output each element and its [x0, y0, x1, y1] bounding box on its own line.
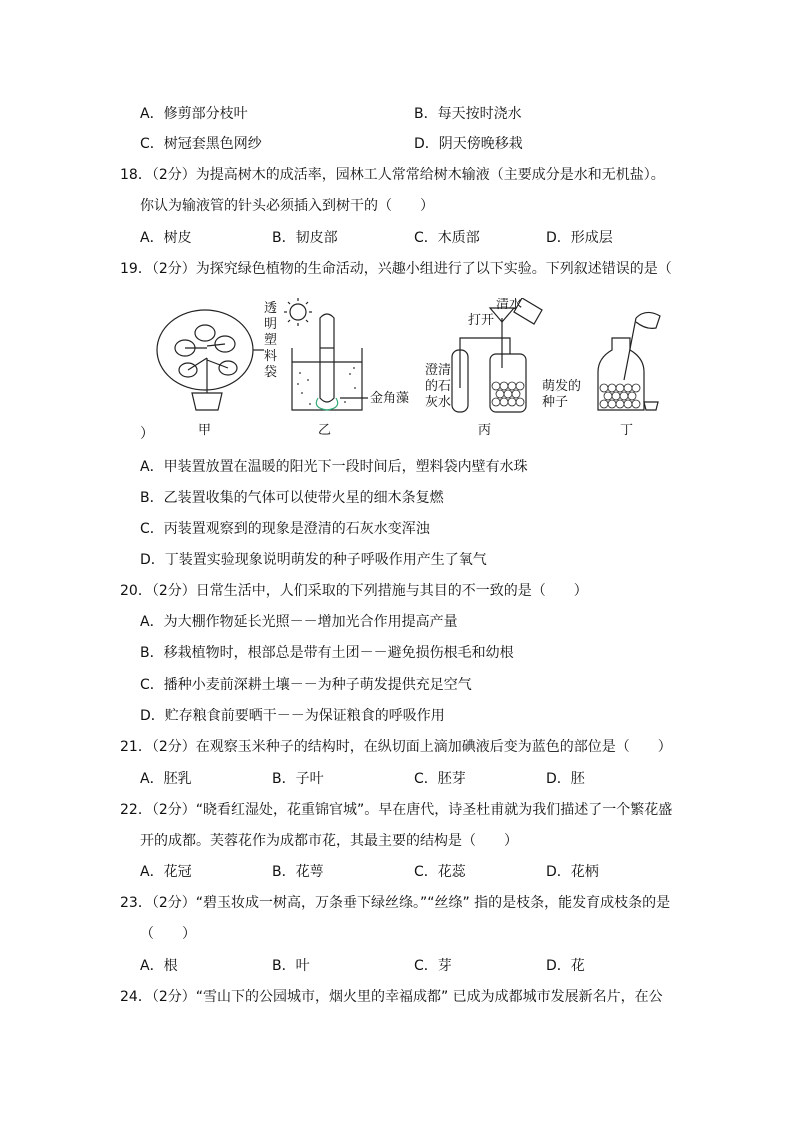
q18-stem-line2: 你认为输液管的针头必须插入到树干的（ ）	[140, 198, 434, 214]
q21-option-b: B．子叶	[272, 771, 324, 787]
q22-option-c: C．花蕊	[414, 864, 466, 880]
seeds-label-1: 萌发的	[542, 379, 582, 394]
q22-option-a: A．花冠	[140, 864, 192, 880]
q20-option-a: A．为大棚作物延长光照－－增加光合作用提高产量	[140, 614, 458, 630]
q21-option-c: C．胚芽	[414, 771, 466, 787]
q23-option-b: B．叶	[272, 958, 310, 974]
q23-stem-line2: （ ）	[140, 926, 196, 942]
q17-option-a: A．修剪部分枝叶	[140, 106, 248, 122]
seeds-label-2: 种子	[542, 395, 569, 410]
q18-option-b: B．韧皮部	[272, 230, 338, 246]
q17-option-c: C．树冠套黑色网纱	[140, 136, 262, 152]
q19-option-a: A．甲装置放置在温暖的阳光下一段时间后，塑料袋内壁有水珠	[140, 459, 528, 475]
q23-option-a: A．根	[140, 958, 178, 974]
q19-experiment-figure	[150, 298, 670, 438]
q19-option-d: D．丁装置实验现象说明萌发的种子呼吸作用产生了氧气	[140, 552, 487, 568]
q21-option-d: D．胚	[546, 771, 585, 787]
q23-option-d: D．花	[546, 958, 585, 974]
q17-option-d: D．阴天傍晚移栽	[414, 136, 523, 152]
bag-char-5: 袋	[264, 365, 278, 380]
q20-option-b: B．移栽植物时，根部总是带有土团－－避免损伤根毛和幼根	[140, 645, 514, 661]
q19-option-c: C．丙装置观察到的现象是澄清的石灰水变浑浊	[140, 521, 430, 537]
bag-char-2: 明	[264, 317, 278, 332]
q19-stem-line1: 19．（2分）为探究绿色植物的生命活动，兴趣小组进行了以下实验。下列叙述错误的是（	[120, 261, 672, 277]
limewater-label-2: 的石	[425, 379, 452, 394]
q18-option-d: D．形成层	[546, 230, 613, 246]
sun-icon	[284, 298, 312, 326]
bag-char-1: 透	[264, 301, 278, 316]
water-dots	[297, 367, 356, 405]
q20-option-d: D．贮存粮食前要晒干－－为保证粮食的呼吸作用	[140, 708, 445, 724]
q22-option-b: B．花萼	[272, 864, 324, 880]
q18-option-c: C．木质部	[414, 230, 480, 246]
q19-stem-line2: ）	[140, 426, 154, 442]
caption-bing: 丙	[478, 423, 492, 438]
q20-option-c: C．播种小麦前深耕土壤－－为种子萌发提供充足空气	[140, 677, 472, 693]
limewater-label-3: 灰水	[425, 395, 452, 410]
caption-jia: 甲	[198, 423, 212, 438]
setup-jia	[157, 310, 264, 410]
q24-stem-line1: 24．（2分）“雪山下的公园城市，烟火里的幸福成都” 已成为成都城市发展新名片，在公	[120, 989, 663, 1005]
q22-stem-line2: 开的成都。芙蓉花作为成都市花，其最主要的结构是（ ）	[140, 833, 518, 849]
setup-yi	[292, 314, 368, 410]
caption-ding: 丁	[620, 423, 634, 438]
q23-option-c: C．芽	[414, 958, 452, 974]
q22-stem-line1: 22．（2分）“晓看红湿处，花重锦官城”。早在唐代，诗圣杜甫就为我们描述了一个繁花盛	[120, 802, 673, 818]
q21-stem: 21．（2分）在观察玉米种子的结构时，在纵切面上滴加碘液后变为蓝色的部位是（ ）	[120, 739, 672, 755]
q20-stem: 20．（2分）日常生活中，人们采取的下列措施与其目的不一致的是（ ）	[120, 583, 588, 599]
seed-cluster-ding	[600, 384, 640, 408]
q19-option-b: B．乙装置收集的气体可以使带火星的细木条复燃	[140, 490, 444, 506]
seed-cluster-bing	[492, 382, 524, 406]
bag-char-4: 料	[264, 349, 278, 364]
caption-yi: 乙	[318, 423, 332, 438]
q18-option-a: A．树皮	[140, 230, 192, 246]
q18-stem-line1: 18．（2分）为提高树木的成活率，园林工人常常给树木输液（主要成分是水和无机盐）。	[120, 167, 665, 183]
q22-option-d: D．花柄	[546, 864, 599, 880]
limewater-label-1: 澄清	[425, 363, 452, 378]
algae-label: 金角藻	[370, 391, 410, 406]
water-label: 清水	[496, 298, 523, 312]
q17-option-b: B．每天按时浇水	[414, 106, 522, 122]
q23-stem-line1: 23．（2分）“碧玉妆成一树高，万条垂下绿丝绦。”“丝绦” 指的是枝条，能发育成枝条的是	[120, 895, 671, 911]
open-label: 打开	[468, 313, 495, 328]
bag-char-3: 塑	[264, 333, 278, 348]
q21-option-a: A．胚乳	[140, 771, 192, 787]
